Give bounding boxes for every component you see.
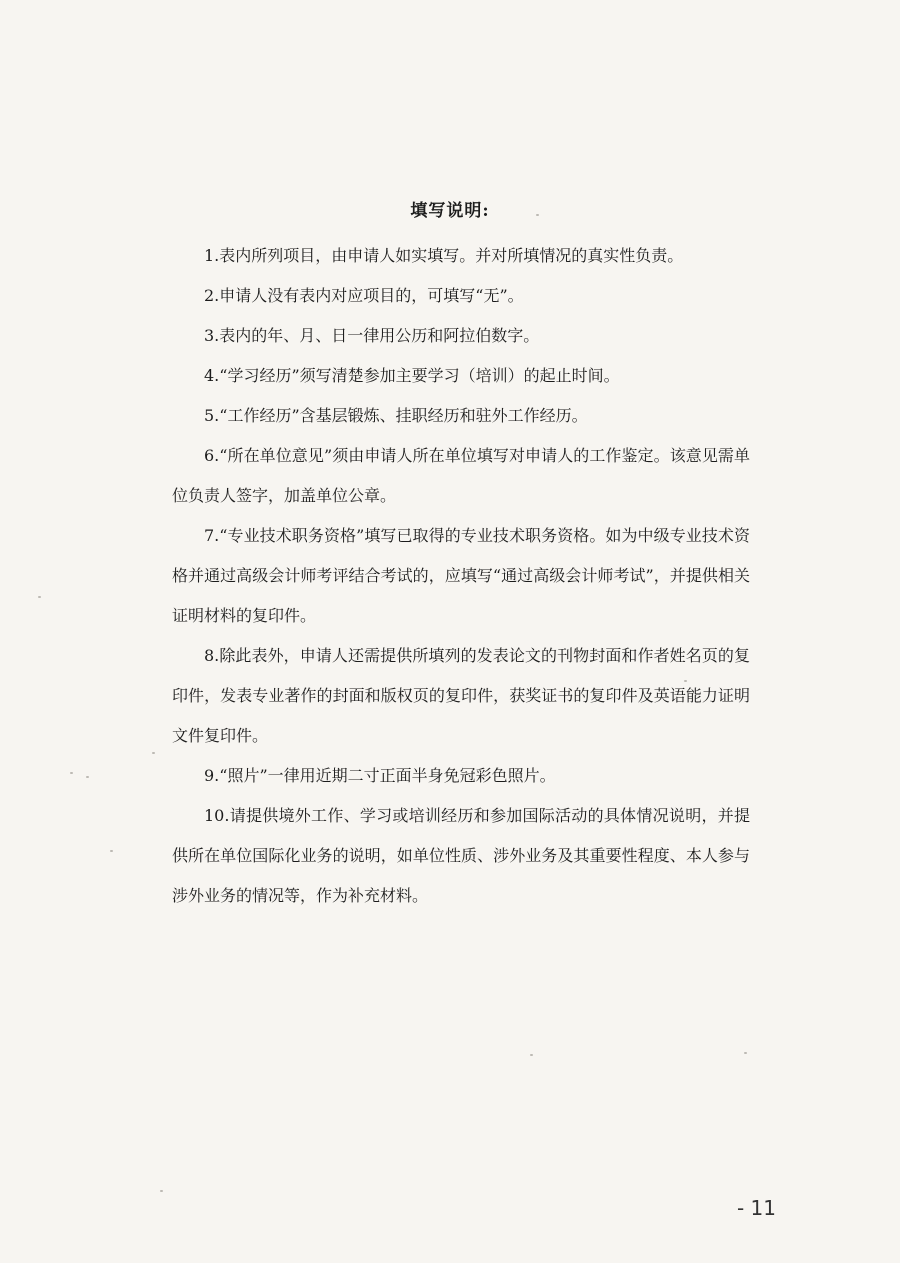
scan-speck [152,752,155,754]
page-number: - 11 [736,1196,776,1220]
page-title: 填写说明: [410,201,490,221]
instruction-item-6: 6.“所在单位意见”须由申请人所在单位填写对申请人的工作鉴定。该意见需单位负责人签字，加盖单位公章。 [172,446,750,505]
instruction-item-2: 2.申请人没有表内对应项目的，可填写“无”。 [204,286,524,305]
scan-speck [160,1190,163,1192]
instruction-item-7: 7.“专业技术职务资格”填写已取得的专业技术职务资格。如为中级专业技术资格并通过高级会计师考评结合考试的，应填写“通过高级会计师考试”，并提供相关证明材料的复印件。 [172,526,750,625]
scan-speck [38,596,41,598]
instruction-item-8: 8.除此表外，申请人还需提供所填列的发表论文的刊物封面和作者姓名页的复印件，发表专业著作的封面和版权页的复印件，获奖证书的复印件及英语能力证明文件复印件。 [172,646,750,745]
scan-speck [110,850,113,852]
scan-speck [684,680,687,682]
instruction-item-1: 1.表内所列项目，由申请人如实填写。并对所填情况的真实性负责。 [204,246,684,265]
instructions-body [172,236,750,916]
instruction-item-3: 3.表内的年、月、日一律用公历和阿拉伯数字。 [204,326,540,345]
instruction-item-4: 4.“学习经历”须写清楚参加主要学习（培训）的起止时间。 [204,366,620,385]
scan-speck [536,214,539,216]
instruction-item-5: 5.“工作经历”含基层锻炼、挂职经历和驻外工作经历。 [204,406,588,425]
scan-speck [530,1054,533,1056]
scan-speck [86,776,89,778]
scan-speck [70,772,73,774]
instruction-item-9: 9.“照片”一律用近期二寸正面半身免冠彩色照片。 [204,766,556,785]
instruction-item-10: 10.请提供境外工作、学习或培训经历和参加国际活动的具体情况说明，并提供所在单位国际化业务的说明，如单位性质、涉外业务及其重要性程度、本人参与涉外业务的情况等，作为补充材料。 [172,806,750,905]
scan-speck [744,1052,747,1054]
